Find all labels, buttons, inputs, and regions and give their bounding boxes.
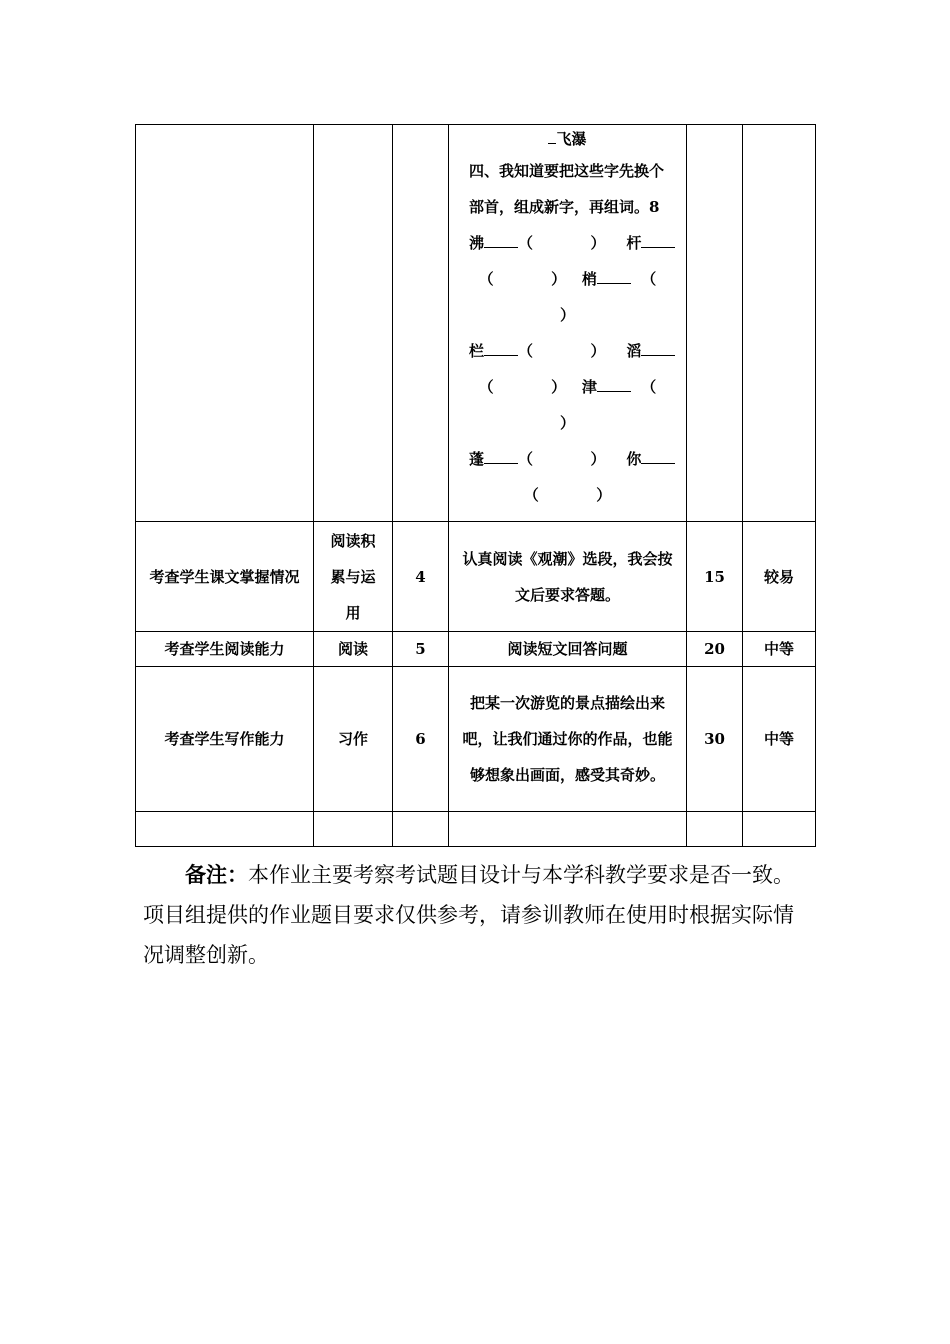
table-row: [136, 667, 816, 812]
q-line: （ ）: [523, 486, 612, 504]
difficulty-cell: 中等: [743, 632, 816, 667]
difficulty-cell: [743, 125, 816, 522]
empty-cell: [393, 812, 449, 847]
table-row: [136, 522, 816, 632]
score-cell: 30: [687, 667, 743, 812]
remark-paragraph: [143, 855, 813, 975]
number-cell: 6: [393, 667, 449, 812]
table-row: [136, 812, 816, 847]
score-cell: [687, 125, 743, 522]
content-cell: 把某一次游览的景点描绘出来吧，让我们通过你的作品，也能够想象出画面，感受其奇妙。: [449, 667, 687, 812]
q-line: 蓬 （ ） 你: [453, 441, 682, 477]
purpose-cell: 考查学生写作能力: [136, 667, 314, 812]
content-cell: 阅读短文回答问题: [449, 632, 687, 667]
empty-cell: [314, 812, 393, 847]
q-line: 四、我知道要把这些字先换个: [469, 162, 665, 180]
q-line: 飞瀑: [453, 125, 682, 153]
empty-cell: [743, 812, 816, 847]
table-row: [136, 632, 816, 667]
assignment-table: [135, 124, 816, 847]
q-line: 部首，组成新字，再组词。8: [469, 198, 660, 216]
number-cell: 5: [393, 632, 449, 667]
remark-text: 本作业主要考察考试题目设计与本学科教学要求是否一致。项目组提供的作业题目要求仅供参考，请参训教师在使用时根据实际情况调整创新。: [143, 863, 794, 967]
type-cell: 习作: [314, 667, 393, 812]
score-cell: 20: [687, 632, 743, 667]
empty-cell: [136, 812, 314, 847]
q-line: （ ） 梢 （: [478, 270, 657, 288]
type-cell: 阅读积累与运用: [314, 522, 393, 632]
number-cell: 4: [393, 522, 449, 632]
score-cell: 15: [687, 522, 743, 632]
remark-label: 备注：: [185, 862, 248, 887]
q-line: ）: [559, 414, 575, 432]
type-cell: [314, 125, 393, 522]
table-row: [136, 125, 816, 522]
purpose-cell: 考查学生课文掌握情况: [136, 522, 314, 632]
q-line: 沸 （ ） 杆: [453, 225, 682, 261]
q-line: （ ） 津 （: [478, 378, 657, 396]
purpose-cell: [136, 125, 314, 522]
number-cell: [393, 125, 449, 522]
content-cell: 认真阅读《观潮》选段，我会按文后要求答题。: [449, 522, 687, 632]
q-line: ）: [559, 306, 575, 324]
empty-cell: [449, 812, 687, 847]
q-line: 栏 （ ） 滔: [453, 333, 682, 369]
difficulty-cell: 较易: [743, 522, 816, 632]
empty-cell: [687, 812, 743, 847]
question-cell: [449, 125, 687, 522]
type-cell: 阅读: [314, 632, 393, 667]
purpose-cell: 考查学生阅读能力: [136, 632, 314, 667]
difficulty-cell: 中等: [743, 667, 816, 812]
